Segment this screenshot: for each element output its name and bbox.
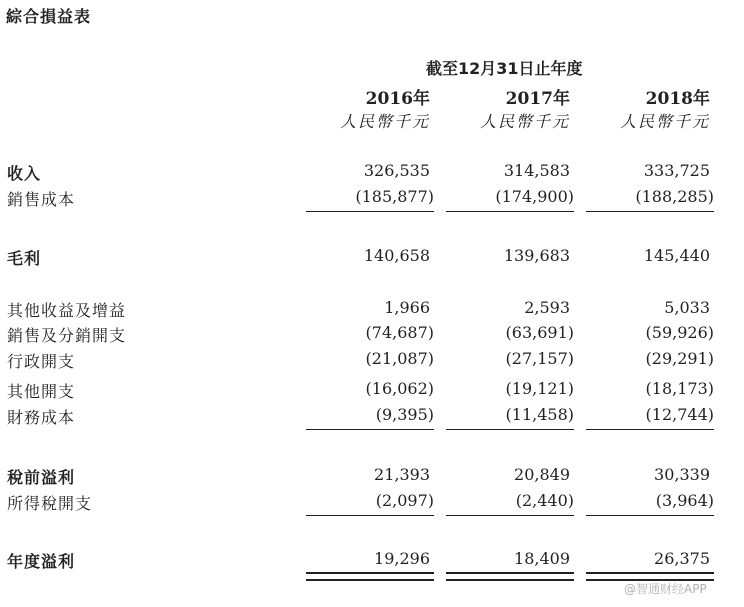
row-label-income-tax-expense: 所得稅開支 <box>7 494 93 513</box>
row-label-revenue: 收入 <box>7 164 42 183</box>
row-value-gross-profit-2018: 145,440 <box>643 246 710 265</box>
column-header-2016-year: 2016年 <box>365 89 430 109</box>
row-label-cost-of-sales: 銷售成本 <box>7 190 76 209</box>
row-value-other-income-2017: 2,593 <box>524 298 570 317</box>
row-value-income-tax-2016: (2,097) <box>375 491 434 510</box>
subtotal-rule <box>306 211 434 212</box>
row-value-other-income-2016: 1,966 <box>384 298 430 317</box>
row-value-selling-expenses-2018: (59,926) <box>645 323 714 342</box>
subtotal-rule <box>446 211 574 212</box>
statement-title: 綜合損益表 <box>6 7 92 26</box>
row-value-other-expenses-2016: (16,062) <box>365 379 434 398</box>
row-value-profit-for-year-2016: 19,296 <box>374 549 430 568</box>
row-value-gross-profit-2016: 140,658 <box>363 246 430 265</box>
subtotal-rule <box>446 429 574 430</box>
row-value-other-expenses-2017: (19,121) <box>505 379 574 398</box>
row-label-other-expenses: 其他開支 <box>7 382 76 401</box>
row-value-other-expenses-2018: (18,173) <box>645 379 714 398</box>
row-value-revenue-2018: 333,725 <box>643 161 710 180</box>
row-value-profit-for-year-2017: 18,409 <box>514 549 570 568</box>
row-value-other-income-2018: 5,033 <box>664 298 710 317</box>
row-value-admin-expenses-2016: (21,087) <box>365 349 434 368</box>
period-header: 截至12月31日止年度 <box>426 59 583 78</box>
row-value-finance-costs-2018: (12,744) <box>645 405 714 424</box>
row-value-finance-costs-2017: (11,458) <box>505 405 574 424</box>
subtotal-rule <box>446 515 574 516</box>
row-label-profit-before-tax: 稅前溢利 <box>7 468 76 487</box>
column-header-2017-year: 2017年 <box>505 89 570 109</box>
row-label-other-income-and-gains: 其他收益及增益 <box>7 301 127 320</box>
column-header-2018-unit: 人民幣千元 <box>619 112 710 131</box>
row-value-income-tax-2017: (2,440) <box>515 491 574 510</box>
row-value-selling-expenses-2017: (63,691) <box>505 323 574 342</box>
row-value-cost-of-sales-2016: (185,877) <box>355 187 434 206</box>
watermark: @智通财经APP <box>624 582 707 596</box>
column-header-2017-unit: 人民幣千元 <box>479 112 570 131</box>
row-value-selling-expenses-2016: (74,687) <box>365 323 434 342</box>
row-value-profit-before-tax-2017: 20,849 <box>514 465 570 484</box>
total-double-rule <box>446 572 574 581</box>
row-value-cost-of-sales-2018: (188,285) <box>635 187 714 206</box>
row-value-income-tax-2018: (3,964) <box>655 491 714 510</box>
row-value-finance-costs-2016: (9,395) <box>375 405 434 424</box>
subtotal-rule <box>586 429 714 430</box>
column-header-2018-year: 2018年 <box>645 89 710 109</box>
row-value-revenue-2016: 326,535 <box>363 161 430 180</box>
row-value-revenue-2017: 314,583 <box>503 161 570 180</box>
row-value-admin-expenses-2017: (27,157) <box>505 349 574 368</box>
row-value-profit-before-tax-2016: 21,393 <box>374 465 430 484</box>
row-value-admin-expenses-2018: (29,291) <box>645 349 714 368</box>
total-double-rule <box>306 572 434 581</box>
row-label-gross-profit: 毛利 <box>7 249 42 268</box>
subtotal-rule <box>586 211 714 212</box>
row-label-selling-distribution-expenses: 銷售及分銷開支 <box>7 326 127 345</box>
row-value-profit-before-tax-2018: 30,339 <box>654 465 710 484</box>
row-label-administrative-expenses: 行政開支 <box>7 352 76 371</box>
column-header-2016-unit: 人民幣千元 <box>339 112 430 131</box>
subtotal-rule <box>586 515 714 516</box>
row-value-profit-for-year-2018: 26,375 <box>654 549 710 568</box>
subtotal-rule <box>306 515 434 516</box>
row-label-finance-costs: 財務成本 <box>7 408 76 427</box>
subtotal-rule <box>306 429 434 430</box>
row-value-gross-profit-2017: 139,683 <box>503 246 570 265</box>
row-label-profit-for-the-year: 年度溢利 <box>7 552 76 571</box>
row-value-cost-of-sales-2017: (174,900) <box>495 187 574 206</box>
